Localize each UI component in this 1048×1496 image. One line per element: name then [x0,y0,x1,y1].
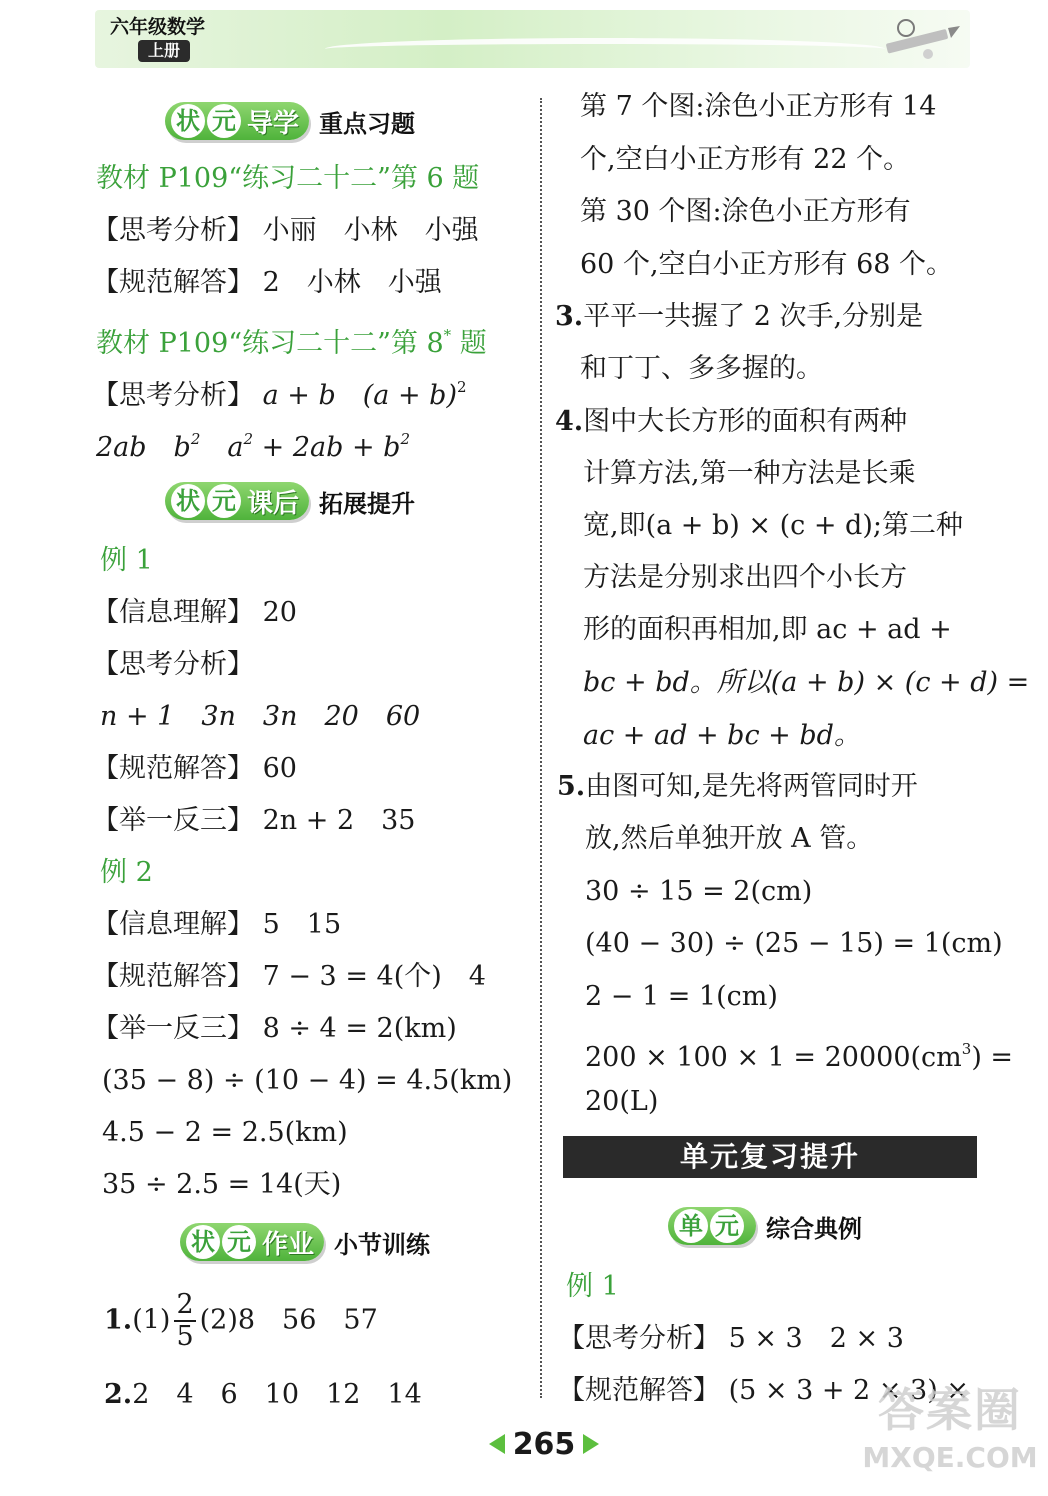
exercise-8-title [96,318,487,361]
watermark-line-2: MXQE.COM [862,1441,1038,1474]
label-info: 【信息理解】 [92,909,254,940]
ex6-answer-text: 2 小林 小强 [262,267,442,298]
q5-calc-line [585,1032,1013,1075]
figure-30-line: 60 个,空白小正方形有 68 个。 [580,249,954,280]
section-title-unit-examples [668,1206,862,1246]
e1-answer-row [92,752,297,786]
ex8-think-text: a + b (a + b) [262,380,457,411]
q5-calc-line: 2 − 1 = 1(cm) [585,981,778,1012]
label-think-analysis: 【思考分析】 [92,380,254,411]
q3-text: 平平一共握了 2 次手,分别是 [583,301,924,332]
ex6-think-text: 小丽 小林 小强 [262,215,479,246]
label-think-analysis: 【思考分析】 [92,649,254,680]
pill-subtitle: 课后 [247,488,300,519]
question-number: 4. [555,406,584,437]
figure-7-line: 个,空白小正方形有 22 个。 [580,144,911,175]
question-number: 3. [555,301,584,332]
ex8-formula-sq: 2 [243,430,254,448]
triangle-left-icon [489,1434,505,1454]
q4-line: 计算方法,第一种方法是长乘 [583,458,916,489]
question-number: 2. [104,1379,133,1410]
section-pill [180,1223,324,1261]
e1-info-row [92,596,297,630]
label-info: 【信息理解】 [92,597,254,628]
column-divider [540,98,542,1398]
ex6-answer-row [92,266,442,300]
unit-example-1-title: 例 1 [566,1271,619,1302]
ex8-think-sq: 2 [457,378,467,396]
figure-7-line: 第 7 个图:涂色小正方形有 14 [580,91,937,122]
exercise-6-title: 教材 P109“练习二十二”第 6 题 [96,163,480,194]
question-number: 1. [104,1304,133,1336]
watermark-line-1: 答案圈 [878,1383,1022,1437]
pill-char: 元 [207,484,241,518]
label-think-analysis: 【思考分析】 [558,1323,720,1354]
e1-think-text: n + 1 3n 3n 20 60 [100,701,421,732]
u1-think-row [558,1322,904,1356]
e1-think-row [92,648,254,682]
e1-more-row [92,804,415,838]
pill-subtitle: 导学 [247,108,300,139]
q4-line: 宽,即(a + b) × (c + d);第二种 [583,510,963,541]
section-title-homework [180,1222,430,1262]
q1-part-b: (2)8 56 57 [199,1304,378,1336]
pill-char: 状 [186,1225,220,1259]
e1-answer-text: 60 [262,753,297,784]
label-standard-answer: 【规范解答】 [92,267,254,298]
section-title-key-exercises [165,101,415,141]
pill-char: 状 [171,484,205,518]
section-pill [165,102,309,140]
section-title-extension [165,481,415,521]
pill-char: 状 [171,104,205,138]
ex8-think-row [92,370,467,413]
e1-info-text: 20 [262,597,297,628]
section-label: 综合典例 [766,1214,862,1243]
question-4-row [555,405,907,439]
q5-volume-cube: 3 [961,1040,972,1058]
pill-char: 元 [222,1225,256,1259]
e2-answer-row [92,960,486,994]
question-number: 5. [557,771,586,802]
book-title: 六年级数学 [110,16,206,38]
ex6-think-row [92,214,479,248]
ex8-formula-part: a [200,432,244,463]
watermark [862,1380,1038,1490]
q5-text: 由图可知,是先将两管同时开 [585,771,918,802]
q1-fraction [174,1290,195,1352]
page-number [486,1424,602,1464]
header-wave-decoration [325,38,885,60]
section-label: 重点习题 [319,109,416,138]
ex8-star: * [443,326,452,344]
e2-info-text: 5 15 [262,909,342,940]
unit-review-banner: 单元复习提升 [563,1136,977,1178]
section-pill [165,482,309,520]
page-number-text: 265 [512,1426,576,1462]
e2-more-row [92,1012,457,1046]
q4-line: 形的面积再相加,即 ac + ad + [583,614,952,645]
q4-line: ac + ad + bc + bd。 [583,720,861,751]
header-band [95,10,970,68]
e2-answer-text: 7 − 3 = 4(个) 4 [262,961,486,992]
q5-calc-line: 30 ÷ 15 = 2(cm) [585,876,813,907]
label-more: 【举一反三】 [92,805,254,836]
example-2-title: 例 2 [100,857,153,888]
example-1-title: 例 1 [100,545,153,576]
ex8-formula-row [96,422,410,465]
ex8-title-end: 题 [451,328,487,359]
pill-char: 元 [207,104,241,138]
label-think-analysis: 【思考分析】 [92,215,254,246]
question-1-row [104,1290,378,1356]
ex8-formula-sq: 2 [400,430,411,448]
volume-badge: 上册 [138,40,190,62]
ex8-formula-part: + 2ab + b [253,432,401,463]
q5-calc-line: 20(L) [585,1086,659,1117]
e1-more-text: 2n + 2 35 [262,805,416,836]
u1-think-text: 5 × 3 2 × 3 [728,1323,904,1354]
label-standard-answer: 【规范解答】 [558,1375,720,1406]
pill-char: 元 [710,1209,744,1243]
ex8-formula-part: 2ab b [96,432,191,463]
u1-answer-text: (5 × 3 + 2 × 3) × [728,1375,969,1406]
e2-info-row [92,908,341,942]
q4-line: bc + bd。所以(a + b) × (c + d) = [583,667,1030,698]
question-3-row [555,300,923,334]
e2-calc-line: 4.5 − 2 = 2.5(km) [102,1117,348,1148]
q5-volume-part: ) = [971,1042,1014,1073]
q1-part-a: (1) [132,1304,171,1336]
label-more: 【举一反三】 [92,1013,254,1044]
q5-calc-line: (40 − 30) ÷ (25 − 15) = 1(cm) [585,928,1003,959]
e2-calc-line: 35 ÷ 2.5 = 14(天) [102,1169,342,1200]
section-label: 拓展提升 [319,489,416,518]
e2-calc-line: (35 − 8) ÷ (10 − 4) = 4.5(km) [102,1065,513,1096]
pencil-illustration-icon [878,14,962,62]
label-standard-answer: 【规范解答】 [92,961,254,992]
fraction-denominator: 5 [176,1321,194,1352]
question-5-row [557,770,918,804]
pill-subtitle: 作业 [262,1229,315,1260]
section-pill [668,1207,756,1245]
ex8-formula-sq: 2 [190,430,201,448]
figure-30-line: 第 30 个图:涂色小正方形有 [580,196,911,227]
label-standard-answer: 【规范解答】 [92,753,254,784]
q5-line: 放,然后单独开放 A 管。 [585,823,874,854]
q5-volume-part: 200 × 100 × 1 = 20000(cm [585,1042,962,1073]
section-label: 小节训练 [334,1230,431,1259]
question-2-row [104,1378,422,1412]
pill-char: 单 [674,1209,708,1243]
q3-line: 和丁丁、多多握的。 [580,353,823,384]
q2-text: 2 4 6 10 12 14 [132,1379,422,1410]
triangle-right-icon [583,1434,599,1454]
q4-line: 方法是分别求出四个小长方 [583,562,907,593]
e2-more-text: 8 ÷ 4 = 2(km) [262,1013,457,1044]
ex8-title-text: 教材 P109“练习二十二”第 8 [96,328,444,359]
fraction-numerator: 2 [176,1289,194,1320]
q4-text: 图中大长方形的面积有两种 [583,406,908,437]
